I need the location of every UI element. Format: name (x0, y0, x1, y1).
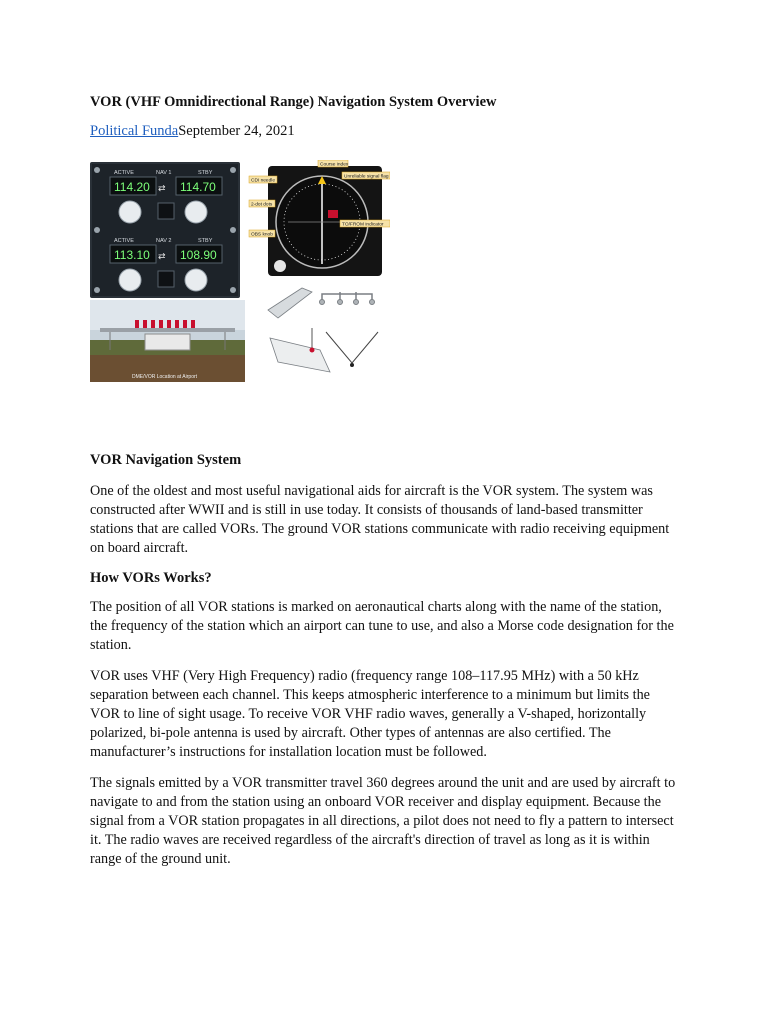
tuning-knob (185, 201, 207, 223)
balanced-loop-antenna (322, 292, 372, 300)
section-heading-how-vors-work: How VORs Works? (90, 570, 212, 586)
swap-arrow-icon: ⇄ (158, 251, 166, 261)
vor-figure (90, 160, 390, 382)
stby-frequency-display: 108.90 (180, 248, 217, 262)
callout-to-from: TO/FROM indicator (342, 222, 384, 228)
antenna-drawings (268, 288, 378, 372)
active-frequency-display: 113.10 (114, 248, 150, 262)
active-frequency-display: 114.20 (114, 180, 150, 194)
station-caption: DME/VOR Location at Airport (132, 374, 198, 380)
paragraph: The signals emitted by a VOR transmitter travel 360 degrees around the unit and are used by aircraft to navigate to and from the station using an onboard VOR receiver and display equipment. Because the signal from a VOR station propagates in all directions, a pilot does not need to fly a pattern to intersect it. The radio waves are received regardless of the aircraft's direction of travel as long as it is within range of the ground unit. (90, 775, 676, 867)
stby-label: STBY (198, 238, 213, 244)
vor-indicator (249, 160, 390, 276)
vor-station-photo (90, 300, 245, 382)
tuning-knob (185, 269, 207, 291)
nav-label: NAV 1 (156, 170, 172, 176)
callout-unreliable-flag: Unreliable signal flag (344, 174, 389, 180)
blade-antenna (268, 288, 312, 318)
volume-knob (119, 269, 141, 291)
paragraph: The position of all VOR stations is marked on aeronautical charts along with the name of the station, the frequency of the station which an airport can tune to use, and also a Morse code designation for the station. (90, 599, 674, 653)
transfer-button (158, 203, 174, 219)
author-link[interactable]: Political Funda (90, 123, 179, 139)
callout-obs-knob: OBS knob (251, 232, 273, 238)
transfer-button (158, 271, 174, 287)
volume-knob (119, 201, 141, 223)
section-heading-vor-navigation: VOR Navigation System (90, 452, 242, 468)
callout-cdi-needle: CDI needle (251, 178, 275, 184)
callout-course-index: Course index (320, 162, 349, 168)
publish-date: September 24, 2021 (178, 123, 295, 139)
paragraph: VOR uses VHF (Very High Frequency) radio (frequency range 108–117.95 MHz) with a 50 kHz separation between each channel. This keeps atmospheric interference to a minimum but limits the VOR to line of sight usage. To receive VOR VHF radio waves, generally a V-shaped, horizontally polarized, bi-pole antenna is used by aircraft. Other types of antennas are also certified. The manufacturer’s instructions for installation location must be followed. (90, 668, 650, 760)
swap-arrow-icon: ⇄ (158, 183, 166, 193)
nav-label: NAV 2 (156, 238, 172, 244)
stby-label: STBY (198, 170, 213, 176)
stby-frequency-display: 114.70 (180, 180, 216, 194)
article-byline (90, 123, 295, 140)
active-label: ACTIVE (114, 238, 134, 244)
callout-dots: 2-dot dots (251, 202, 273, 208)
active-label: ACTIVE (114, 170, 134, 176)
paragraph: One of the oldest and most useful navigational aids for aircraft is the VOR system. The system was constructed after WWII and is still in use today. It consists of thousands of land-based transmitter stations that are called VORs. The ground VOR stations communicate with radio receiving equipment on board aircraft. (90, 483, 670, 556)
article-title: VOR (VHF Omnidirectional Range) Navigation System Overview (90, 94, 497, 110)
